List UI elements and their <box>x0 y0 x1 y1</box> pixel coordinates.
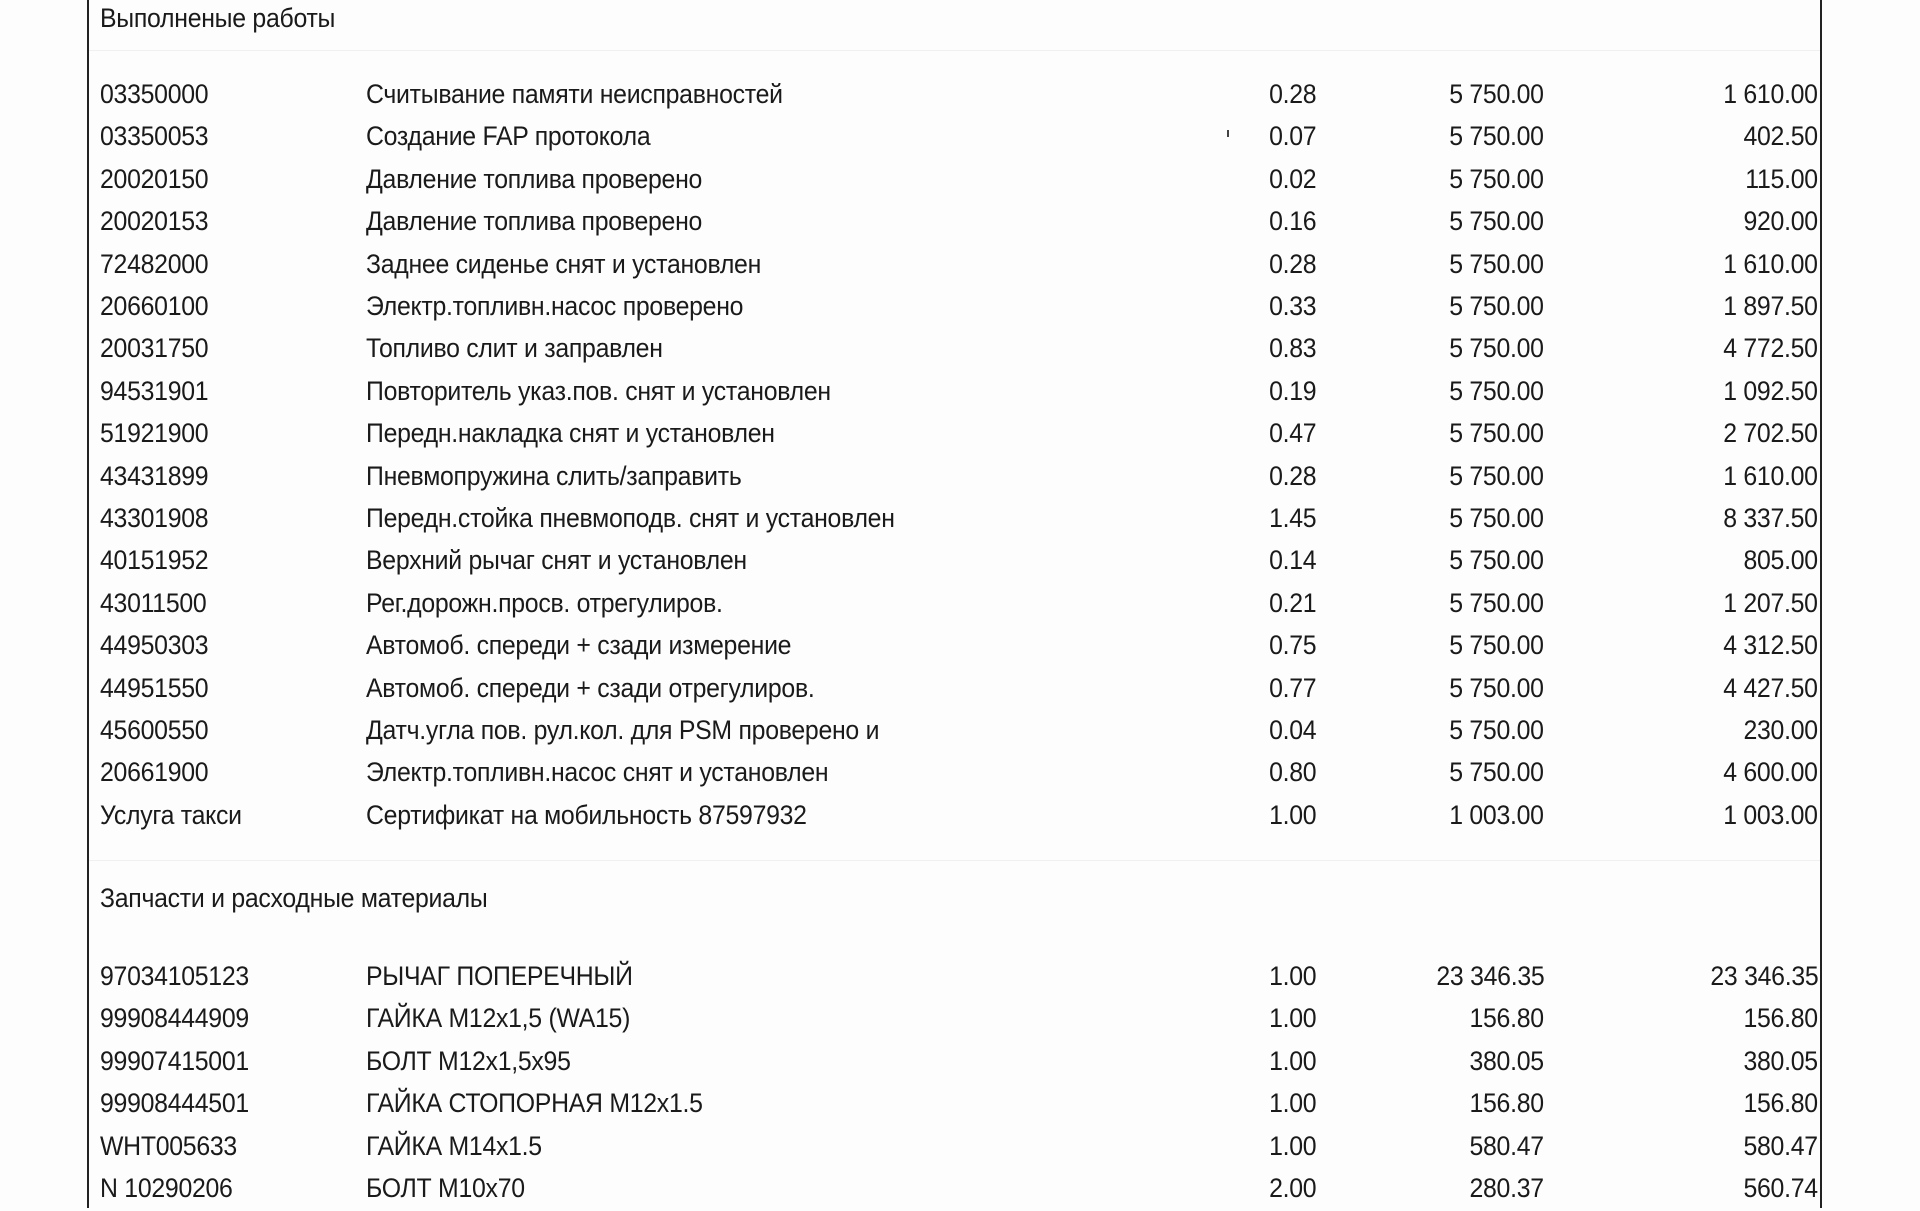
item-total: 156.80 <box>1743 1003 1818 1034</box>
table-row <box>0 455 1920 497</box>
item-quantity: 0.28 <box>1268 79 1316 109</box>
table-row <box>0 955 1920 997</box>
item-description: Повторитель указ.пов. снят и установлен <box>366 375 831 406</box>
item-code: Услуга такси <box>100 799 242 830</box>
table-row <box>0 285 1920 327</box>
item-description: Электр.топливн.насос проверено <box>366 291 744 321</box>
item-description: Создание FAP протокола <box>366 121 651 152</box>
item-quantity: 0.04 <box>1268 715 1316 745</box>
item-unit-price: 5 750.00 <box>1449 375 1544 406</box>
item-total: 156.80 <box>1743 1088 1818 1119</box>
item-code: 20020153 <box>100 206 209 237</box>
item-description: Верхний рычаг снят и установлен <box>366 545 747 576</box>
item-quantity: 1.00 <box>1268 1045 1316 1076</box>
item-quantity: 1.00 <box>1268 799 1316 830</box>
item-unit-price: 5 750.00 <box>1449 163 1544 194</box>
item-description: ГАЙКА M14x1.5 <box>366 1130 542 1161</box>
item-unit-price: 5 750.00 <box>1449 460 1544 491</box>
item-code: 44951550 <box>100 672 209 703</box>
item-code: 20031750 <box>100 333 209 364</box>
item-description: Передн.стойка пневмоподв. снят и установлен <box>366 503 895 533</box>
table-row <box>0 751 1920 793</box>
table-row <box>0 667 1920 709</box>
item-quantity: 0.80 <box>1268 757 1316 788</box>
item-description: Автомоб. спереди + сзади измерение <box>366 630 792 661</box>
item-total: 1 003.00 <box>1723 799 1818 830</box>
item-code: N 10290206 <box>100 1173 233 1203</box>
item-quantity: 0.28 <box>1268 248 1316 279</box>
item-code: 97034105123 <box>100 961 249 991</box>
item-unit-price: 23 346.35 <box>1435 961 1544 991</box>
item-quantity: 0.02 <box>1268 163 1316 194</box>
table-row <box>0 1125 1920 1167</box>
item-description: Передн.накладка снят и установлен <box>366 418 775 449</box>
table-row <box>0 539 1920 581</box>
item-unit-price: 5 750.00 <box>1449 503 1544 533</box>
item-code: 94531901 <box>100 375 209 406</box>
section-title-works: Выполненые работы <box>100 3 336 33</box>
table-row <box>0 115 1920 157</box>
item-quantity: 0.77 <box>1268 672 1316 703</box>
item-quantity: 0.14 <box>1268 545 1316 576</box>
item-quantity: 0.33 <box>1268 291 1316 321</box>
item-description: ГАЙКА СТОПОРНАЯ M12x1.5 <box>366 1088 703 1119</box>
item-total: 4 772.50 <box>1723 333 1818 364</box>
item-unit-price: 5 750.00 <box>1449 715 1544 745</box>
item-total: 23 346.35 <box>1709 961 1818 991</box>
item-quantity: 0.75 <box>1268 630 1316 661</box>
item-code: 20020150 <box>100 163 209 194</box>
item-total: 1 610.00 <box>1723 79 1818 109</box>
item-code: 99908444501 <box>100 1088 249 1119</box>
table-row <box>0 370 1920 412</box>
item-code: 20661900 <box>100 757 209 788</box>
item-quantity: 0.47 <box>1268 418 1316 449</box>
item-total: 580.47 <box>1743 1130 1818 1161</box>
table-row <box>0 412 1920 454</box>
item-code: 43301908 <box>100 503 209 533</box>
table-row <box>0 997 1920 1039</box>
item-code: 44950303 <box>100 630 209 661</box>
item-quantity: 1.00 <box>1268 1003 1316 1034</box>
item-quantity: 1.00 <box>1268 1088 1316 1119</box>
table-row <box>0 243 1920 285</box>
item-code: 72482000 <box>100 248 209 279</box>
item-total: 2 702.50 <box>1723 418 1818 449</box>
table-row <box>0 73 1920 115</box>
item-code: WHT005633 <box>100 1130 237 1161</box>
item-total: 560.74 <box>1743 1173 1818 1203</box>
item-description: БОЛТ M10x70 <box>366 1173 525 1203</box>
item-unit-price: 5 750.00 <box>1449 587 1544 618</box>
table-row <box>0 158 1920 200</box>
item-unit-price: 5 750.00 <box>1449 757 1544 788</box>
item-total: 1 610.00 <box>1723 460 1818 491</box>
item-total: 8 337.50 <box>1723 503 1818 533</box>
item-quantity: 0.83 <box>1268 333 1316 364</box>
item-code: 40151952 <box>100 545 209 576</box>
item-total: 230.00 <box>1743 715 1818 745</box>
item-total: 4 312.50 <box>1723 630 1818 661</box>
item-unit-price: 280.37 <box>1469 1173 1544 1203</box>
item-unit-price: 5 750.00 <box>1449 79 1544 109</box>
table-row <box>0 624 1920 666</box>
item-code: 43431899 <box>100 460 209 491</box>
item-unit-price: 5 750.00 <box>1449 206 1544 237</box>
item-quantity: 0.16 <box>1268 206 1316 237</box>
item-description: Заднее сиденье снят и установлен <box>366 248 762 279</box>
item-unit-price: 156.80 <box>1469 1003 1544 1034</box>
item-description: Сертификат на мобильность 87597932 <box>366 799 807 830</box>
item-unit-price: 580.47 <box>1469 1130 1544 1161</box>
item-description: Датч.угла пов. рул.кол. для PSM проверено и <box>366 715 880 745</box>
item-total: 1 092.50 <box>1723 375 1818 406</box>
item-code: 51921900 <box>100 418 209 449</box>
table-row <box>0 709 1920 751</box>
item-unit-price: 380.05 <box>1469 1045 1544 1076</box>
table-row <box>0 1040 1920 1082</box>
item-total: 380.05 <box>1743 1045 1818 1076</box>
item-code: 43011500 <box>100 587 207 618</box>
item-unit-price: 5 750.00 <box>1449 672 1544 703</box>
item-description: РЫЧАГ ПОПЕРЕЧНЫЙ <box>366 961 633 991</box>
item-unit-price: 5 750.00 <box>1449 545 1544 576</box>
item-total: 1 610.00 <box>1723 248 1818 279</box>
item-description: Давление топлива проверено <box>366 163 703 194</box>
item-quantity: 2.00 <box>1268 1173 1316 1203</box>
item-total: 805.00 <box>1743 545 1818 576</box>
item-description: Считывание памяти неисправностей <box>366 79 783 109</box>
item-description: Топливо слит и заправлен <box>366 333 663 364</box>
item-unit-price: 1 003.00 <box>1449 799 1544 830</box>
item-total: 402.50 <box>1743 121 1818 152</box>
table-row <box>0 794 1920 836</box>
item-quantity: 0.19 <box>1268 375 1316 406</box>
item-description: Электр.топливн.насос снят и установлен <box>366 757 829 788</box>
section-title-parts: Запчасти и расходные материалы <box>100 883 488 913</box>
item-description: БОЛТ M12x1,5x95 <box>366 1045 571 1076</box>
item-quantity: 1.00 <box>1268 961 1316 991</box>
table-row <box>0 582 1920 624</box>
item-quantity: 0.07 <box>1268 121 1316 152</box>
item-quantity: 0.28 <box>1268 460 1316 491</box>
item-quantity: 1.00 <box>1268 1130 1316 1161</box>
table-row <box>0 497 1920 539</box>
item-unit-price: 5 750.00 <box>1449 248 1544 279</box>
item-total: 1 897.50 <box>1723 291 1818 321</box>
item-unit-price: 5 750.00 <box>1449 630 1544 661</box>
item-code: 99907415001 <box>100 1045 249 1076</box>
item-total: 4 600.00 <box>1723 757 1818 788</box>
item-description: Пневмопружина слить/заправить <box>366 460 742 491</box>
item-code: 03350053 <box>100 121 209 152</box>
item-code: 45600550 <box>100 715 209 745</box>
table-row <box>0 327 1920 369</box>
item-quantity: 0.21 <box>1268 587 1316 618</box>
item-code: 99908444909 <box>100 1003 249 1034</box>
item-unit-price: 156.80 <box>1469 1088 1544 1119</box>
item-unit-price: 5 750.00 <box>1449 121 1544 152</box>
item-description: Автомоб. спереди + сзади отрегулиров. <box>366 672 815 703</box>
table-row <box>0 200 1920 242</box>
table-row <box>0 1082 1920 1124</box>
item-unit-price: 5 750.00 <box>1449 333 1544 364</box>
item-code: 20660100 <box>100 291 209 321</box>
item-description: Рег.дорожн.просв. отрегулиров. <box>366 587 723 618</box>
table-row <box>0 1167 1920 1209</box>
item-quantity: 1.45 <box>1268 503 1316 533</box>
item-code: 03350000 <box>100 79 209 109</box>
item-description: ГАЙКА M12x1,5 (WA15) <box>366 1003 631 1034</box>
item-total: 115.00 <box>1745 163 1818 194</box>
item-unit-price: 5 750.00 <box>1449 418 1544 449</box>
item-description: Давление топлива проверено <box>366 206 703 237</box>
item-unit-price: 5 750.00 <box>1449 291 1544 321</box>
item-total: 920.00 <box>1743 206 1818 237</box>
item-total: 1 207.50 <box>1723 587 1818 618</box>
item-total: 4 427.50 <box>1723 672 1818 703</box>
